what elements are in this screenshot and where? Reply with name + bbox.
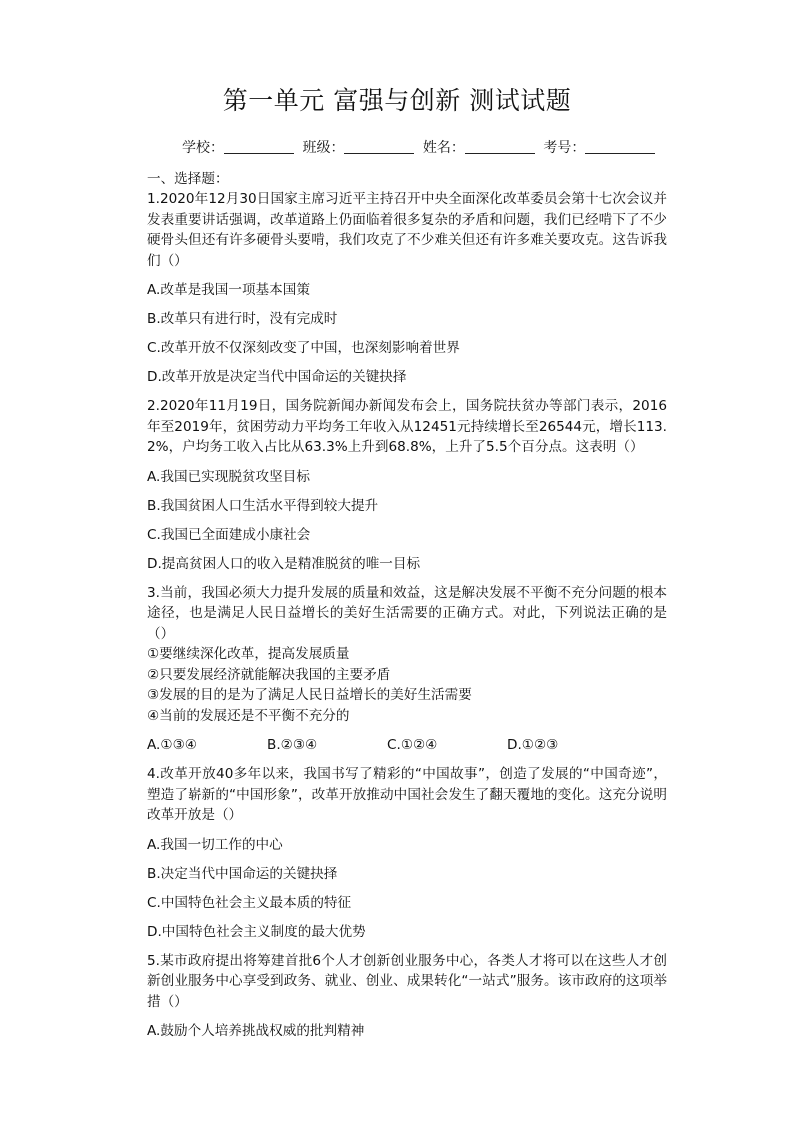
question-1 xyxy=(147,189,667,387)
option-d: D.提高贫困人口的收入是精准脱贫的唯一目标 xyxy=(147,555,421,572)
option-a: A.①③④ xyxy=(147,737,197,753)
option-d: D.中国特色社会主义制度的最大优势 xyxy=(147,923,366,940)
statement-1: ①要继续深化改革，提高发展质量 xyxy=(147,646,350,662)
statement-3: ③发展的目的是为了满足人民日益增长的美好生活需要 xyxy=(147,687,472,703)
option-d: D.改革开放是决定当代中国命运的关键抉择 xyxy=(147,369,407,385)
option-b: B.改革只有进行时，没有完成时 xyxy=(147,311,338,327)
section-heading: 一、选择题： xyxy=(147,171,229,187)
option-d: D.①②③ xyxy=(507,737,559,753)
question-stem: 1.2020年12月30日国家主席习近平主持召开中央全面深化改革委员会第十七次会议并发表重要讲话强调，改革道路上仍面临着很多复杂的矛盾和问题，我们已经啃下了不少硬骨头但还有许多硬骨头要啃，我们攻克了不少难关但还有许多难关要攻克。这告诉我们（） xyxy=(147,191,667,269)
question-3 xyxy=(147,583,667,756)
option-a: A.鼓励个人培养挑战权威的批判精神 xyxy=(147,1023,365,1039)
option-c: C.我国已全面建成小康社会 xyxy=(147,526,311,543)
class-label: 班级： xyxy=(302,140,345,156)
question-stem: 2.2020年11月19日，国务院新闻办新闻发布会上，国务院扶贫办等部门表示，2016年至2019年，贫困劳动力平均务工年收入从12451元持续增长至26544元，增长113.2%，户均务工收入占比从63.3%上升到68.8%，上升了5.5个百分点。这表明（） xyxy=(147,398,667,455)
option-row xyxy=(147,735,667,755)
page-title: 第一单元 富强与创新 测试试题 xyxy=(222,86,572,115)
question-list xyxy=(147,189,667,1050)
name-label: 姓名： xyxy=(422,140,465,156)
option-b: B.决定当代中国命运的关键抉择 xyxy=(147,865,338,882)
statement-4: ④当前的发展还是不平衡不充分的 xyxy=(147,707,350,724)
option-b: B.我国贫困人口生活水平得到较大提升 xyxy=(147,497,379,514)
question-stem: 5.某市政府提出将筹建首批6个人才创新创业服务中心，各类人才将可以在这些人才创新创业服务中心享受到政务、就业、创业、成果转化“一站式”服务。该市政府的这项举措（） xyxy=(147,952,667,1010)
name-blank[interactable] xyxy=(465,139,535,154)
option-a: A.改革是我国一项基本国策 xyxy=(147,282,310,298)
statement-2: ②只要发展经济就能解决我国的主要矛盾 xyxy=(147,666,391,683)
question-stem: 4.改革开放40多年以来，我国书写了精彩的“中国故事”，创造了发展的“中国奇迹”，塑造了崭新的“中国形象”，改革开放推动中国社会发生了翻天覆地的变化。这充分说明改革开放是（） xyxy=(147,766,667,823)
question-4 xyxy=(147,764,667,942)
option-a: A.我国一切工作的中心 xyxy=(147,836,283,853)
option-c: C.①②④ xyxy=(387,737,438,753)
exam-no-label: 考号： xyxy=(543,140,586,156)
question-5 xyxy=(147,951,667,1042)
school-label: 学校： xyxy=(182,140,224,156)
student-info-line xyxy=(182,138,652,158)
school-blank[interactable] xyxy=(224,139,294,154)
option-a: A.我国已实现脱贫攻坚目标 xyxy=(147,468,310,485)
option-b: B.②③④ xyxy=(267,737,318,753)
option-c: C.中国特色社会主义最本质的特征 xyxy=(147,894,352,911)
class-blank[interactable] xyxy=(344,139,414,154)
question-stem: 3.当前，我国必须大力提升发展的质量和效益，这是解决发展不平衡不充分问题的根本途径，也是满足人民日益增长的美好生活需要的正确方式。对此，下列说法正确的是（） xyxy=(147,584,667,642)
exam-no-blank[interactable] xyxy=(585,139,655,154)
question-2 xyxy=(147,396,667,574)
option-c: C.改革开放不仅深刻改变了中国，也深刻影响着世界 xyxy=(147,340,460,356)
